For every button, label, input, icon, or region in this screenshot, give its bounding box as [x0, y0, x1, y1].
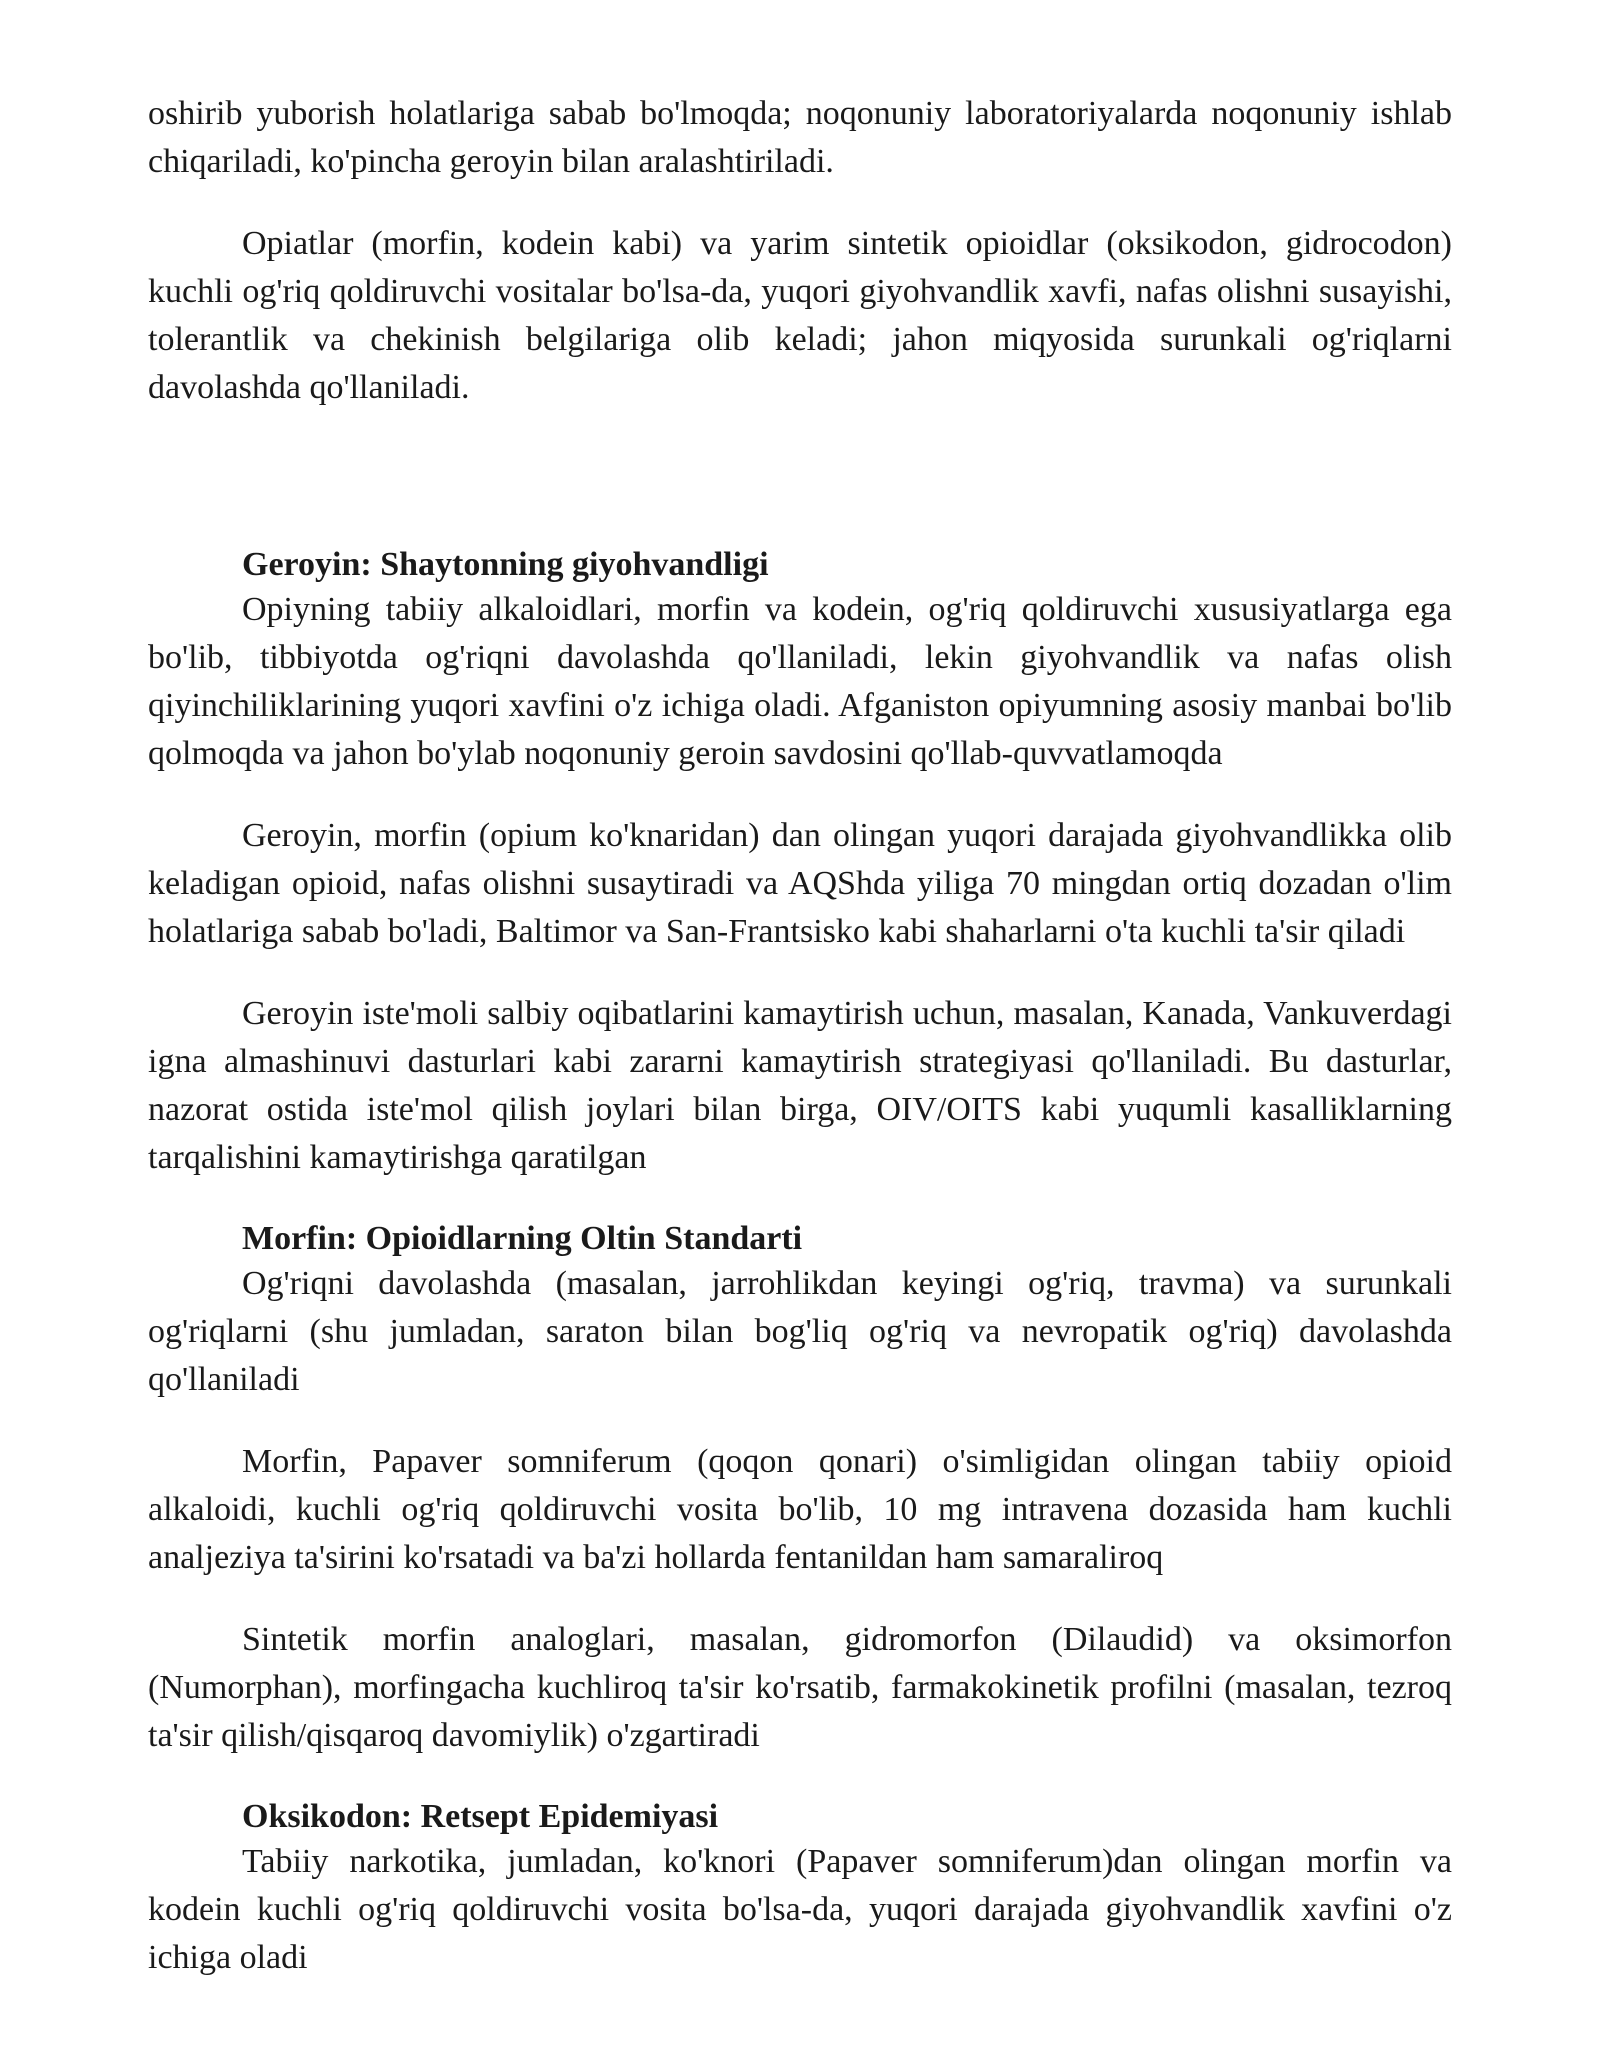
- paragraph-morphine-2: Morfin, Papaver somniferum (qoqon qonari) o'simligidan olingan tabiiy opioid alkaloidi, kuchli og'riq qoldiruvchi vosita bo'lib, 10 mg intravena dozasida ham kuchli analjeziya ta'sirini ko'rsatadi va ba'zi hollarda fentanildan ham samaraliroq: [148, 1443, 1452, 1576]
- paragraph-continuation: oshirib yuborish holatlariga sabab bo'lmoqda; noqonuniy laboratoriyalarda noqonuniy ishlab chiqariladi, ko'pincha geroyin bilan aralashtiriladi.: [148, 95, 1452, 180]
- paragraph-opiates: Opiatlar (morfin, kodein kabi) va yarim sintetik opioidlar (oksikodon, gidrocodon) kuchli og'riq qoldiruvchi vositalar bo'lsa-da, yuqori giyohvandlik xavfi, nafas olishni susayishi, tolerantlik va chekinish belgilariga olib keladi; jahon miqyosida surunkali og'riqlarni davolashda qo'llaniladi.: [148, 225, 1452, 406]
- paragraph-morphine-1: Og'riqni davolashda (masalan, jarrohlikdan keyingi og'riq, travma) va surunkali og'riqlarni (shu jumladan, saraton bilan bog'liq og'riq va nevropatik og'riq) davolashda qo'llaniladi: [148, 1265, 1452, 1398]
- paragraph-heroin-2: Geroyin, morfin (opium ko'knaridan) dan olingan yuqori darajada giyohvandlikka olib keladigan opioid, nafas olishni susaytiradi va AQShda yiliga 70 mingdan ortiq dozadan o'lim holatlariga sabab bo'ladi, Baltimor va San-Frantsisko kabi shaharlarni o'ta kuchli ta'sir qiladi: [148, 817, 1452, 950]
- paragraph-heroin-3: Geroyin iste'moli salbiy oqibatlarini kamaytirish uchun, masalan, Kanada, Vankuverdagi igna almashinuvi dasturlari kabi zararni kamaytirish strategiyasi qo'llaniladi. Bu dasturlar, nazorat ostida iste'mol qilish joylari bilan birga, OIV/OITS kabi yuqumli kasalliklarning tarqalishini kamaytirishga qaratilgan: [148, 995, 1452, 1176]
- paragraph-oxycodone-1: Tabiiy narkotika, jumladan, ko'knori (Papaver somniferum)dan olingan morfin va kodein kuchli og'riq qoldiruvchi vosita bo'lsa-da, yuqori darajada giyohvandlik xavfini o'z ichiga oladi: [148, 1843, 1452, 1976]
- paragraph-morphine-3: Sintetik morfin analoglari, masalan, gidromorfon (Dilaudid) va oksimorfon (Numorphan), morfingacha kuchliroq ta'sir ko'rsatib, farmakokinetik profilni (masalan, tezroq ta'sir qilish/qisqaroq davomiylik) o'zgartiradi: [148, 1621, 1452, 1754]
- section-heading-oxycodone: Oksikodon: Retsept Epidemiyasi: [242, 1798, 719, 1835]
- paragraph-heroin-1: Opiyning tabiiy alkaloidlari, morfin va kodein, og'riq qoldiruvchi xususiyatlarga ega bo'lib, tibbiyotda og'riqni davolashda qo'llaniladi, lekin giyohvandlik va nafas olish qiyinchiliklarining yuqori xavfini o'z ichiga oladi. Afganiston opiyumning asosiy manbai bo'lib qolmoqda va jahon bo'ylab noqonuniy geroin savdosini qo'llab-quvvatlamoqda: [148, 591, 1452, 772]
- document-page: [148, 90, 1452, 1982]
- section-heading-morphine: Morfin: Opioidlarning Oltin Standarti: [242, 1220, 803, 1257]
- section-heading-heroin: Geroyin: Shaytonning giyohvandligi: [242, 546, 769, 583]
